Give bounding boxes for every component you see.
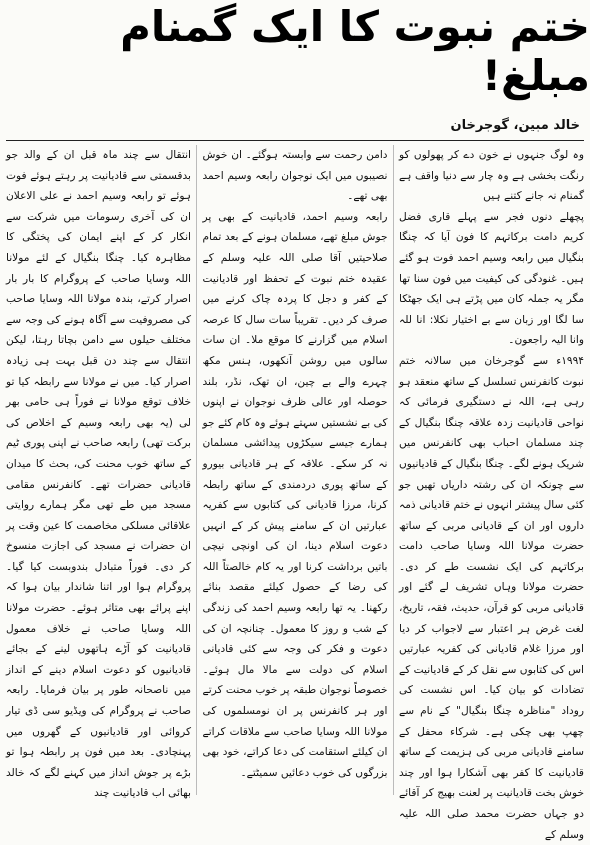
- paragraph: پچھلے دنوں فجر سے پہلے قاری فضل کریم دامت برکاتہم کا فون آیا کہ چنگا بنگیال میں رابعہ وسیم احمد فوت ہو گئے ہیں۔ غنودگی کی کیفیت میں فون سنا تھا مگر یہ جملہ کان میں پڑتے ہی ایک جھٹکا سا لگا اور زبان سے بے اختیار نکلا: انا للہ وانا الیہ راجعون۔: [399, 210, 584, 347]
- paragraph: ۱۹۹۴ء سے گوجرخان میں سالانہ ختم نبوت کانفرنس تسلسل کے ساتھ منعقد ہو رہی ہے، اللہ نے دستگیری فرمائی کہ نواحی قادیانیت زدہ علاقہ چنگا بنگیال کے چند مسلمان احباب بھی کانفرنس میں شریک ہونے لگے۔ چنگا بنگیال کے قادیانیوں سے چونکہ ان کی رشتہ داریاں تھیں جو کئی سال پیشتر انہوں نے ختم قادیانی ذمہ داروں اور ان کے قادیانی مربی کے ساتھ حضرت مولانا اللہ وسایا صاحب دامت برکاتہم کی ایک نشست طے کر دی۔ حضرت مولانا وہاں تشریف لے گئے اور قادیانی مربی کو قرآن، حدیث، فقہ، تاریخ، لغت غرض ہر اعتبار سے لاجواب کر دیا اور مرزا غلام قادیانی کی کفریہ عبارتیں اس کی کتابوں سے نقل کر کے قادیانیت کے تضادات کو بیان کیا۔ اس نشست کی روداد "مناظرہ چنگا بنگیال" کے نام سے چھپ بھی چکی ہے۔ شرکاء محفل کے سامنے قادیانی مربی کی ہزیمت کے ساتھ قادیانیت کا کفر بھی آشکارا ہوا اور چند خوش بخت قادیانیت پر لعنت بھیج کر آقائے دو جہاں حضرت محمد صلی اللہ علیہ وسلم کے: [399, 354, 584, 841]
- paragraph: انتقال سے چند ماہ قبل ان کے والد جو بدقسمتی سے قادیانیت پر رہتے ہوئے فوت ہوئے تو رابعہ وسیم احمد نے علی الاعلان ان کی آخری رسومات میں شرکت سے انکار کر کے اپنے ایمان کی پختگی کا مظاہرہ کیا۔ چنگا بنگیال کے لئے مولانا اللہ وسایا صاحب کے پروگرام کا بار بار اصرار کرتے، بندہ مولانا اللہ وسایا صاحب کی مصروفیت سے آگاہ ہونے کی وجہ سے مختلف حیلوں سے دامن بچاتا رہتا، لیکن انتقال سے چند دن قبل بہت ہی زیادہ اصرار کیا۔ میں نے مولانا سے رابطہ کیا تو خلاف توقع مولانا نے فوراً ہی حامی بھر لی (یہ بھی رابعہ وسیم کے اخلاص کی برکت تھی) رابعہ صاحب نے اپنی پوری ٹیم کے ساتھ خوب محنت کی، بحث کا میدان قادیانی حضرات تھے۔ کانفرنس مقامی مسجد میں طے تھی مگر ہمارے روایتی علاقائی مسلکی مخاصمت کا عین وقت پر ان حضرات نے مسجد کی اجازت منسوخ کر دی۔ فوراً متبادل بندوبست کیا گیا۔ پروگرام ہوا اور اتنا شاندار بیان ہوا کہ اپنے پرائے بھی متاثر ہوئے۔ حضرت مولانا اللہ وسایا صاحب نے خلاف معمول قادیانیت کو آڑے ہاتھوں لینے کے بجائے قادیانیوں کو دعوت اسلام دینے کے انداز میں ناصحانہ طور پر بیان فرمایا۔ رابعہ صاحب نے پروگرام کی ویڈیو سی ڈی تیار کروائی اور قادیانیوں کے گھروں میں پہنچادی۔ بعد میں فون پر رابطہ ہوا تو بڑے پر جوش انداز میں کہنے لگے کہ خالد بھائی اب قادیانیت چند: [6, 149, 191, 800]
- paragraph: وہ لوگ جنہوں نے خون دے کر پھولوں کو رنگت بخشی ہے وہ چار سے دنیا واقف ہے گمنام نہ جانے کتنے ہیں: [399, 149, 584, 203]
- paragraph: دامن رحمت سے وابستہ ہوگئے۔ ان خوش نصیبوں میں ایک نوجوان رابعہ وسیم احمد بھی تھے۔: [202, 149, 388, 203]
- article-column-3: [6, 145, 191, 800]
- article-columns: [6, 145, 584, 841]
- article-byline: خالد مبین، گوجرخان: [450, 118, 580, 133]
- article-headline: ختم نبوت کا ایک گمنام مبلغ!: [120, 2, 590, 100]
- header-divider: [6, 140, 584, 141]
- column-divider: [196, 145, 197, 795]
- paragraph: رابعہ وسیم احمد، قادیانیت کے بھی پر جوش مبلغ تھے، مسلمان ہونے کے بعد تمام صلاحیتیں آقا صلی اللہ علیہ وسلم کے عقیدہ ختم نبوت کے تحفظ اور قادیانیت کے کفر و دجل کا پردہ چاک کرنے میں صرف کر دیں۔ تقریباً سات سال کا عرصہ اسلام میں گزارنے کا موقع ملا۔ ان سات سالوں میں روشن آنکھوں، ہنس مکھ چہرے والے بے چین، ان تھک، نڈر، بلند حوصلہ اور عالی ظرف نوجوان نے اپنوں کی بے نشستیں سہتے ہوئے وہ کام کئے جو ہمارے جیسے سیکڑوں پیدائشی مسلمان نہ کر سکے۔ علاقہ کے ہر قادیانی بیورو کے ساتھ پوری دردمندی کے ساتھ رابطہ کرنا، مرزا قادیانی کی کتابوں سے کفریہ عبارتیں ان کے سامنے پیش کر کے انہیں دعوت اسلام دینا، ان کی اونچی نیچی باتیں برداشت کرنا اور یہ کام خالصتاً اللہ کی رضا کے حصول کیلئے مقصد بنائے رکھنا۔ یہ تھا رابعہ وسیم احمد کی زندگی کے شب و روز کا معمول۔ چنانچہ ان کی دعوت و فکر کی وجہ سے کئی قادیانی اسلام کی دولت سے مالا مال ہوئے۔ خصوصاً نوجوان طبقہ پر خوب محنت کرتے اور ہر کانفرنس پر ان نومسلموں کی مولانا اللہ وسایا صاحب سے ملاقات کراتے ان کیلئے استقامت کی دعا کراتے، خود بھی بزرگوں کی خوب دعائیں سمیٹتے۔: [202, 210, 388, 779]
- column-divider: [393, 145, 394, 795]
- article-column-2: [203, 145, 388, 795]
- article-column-1: [399, 145, 584, 841]
